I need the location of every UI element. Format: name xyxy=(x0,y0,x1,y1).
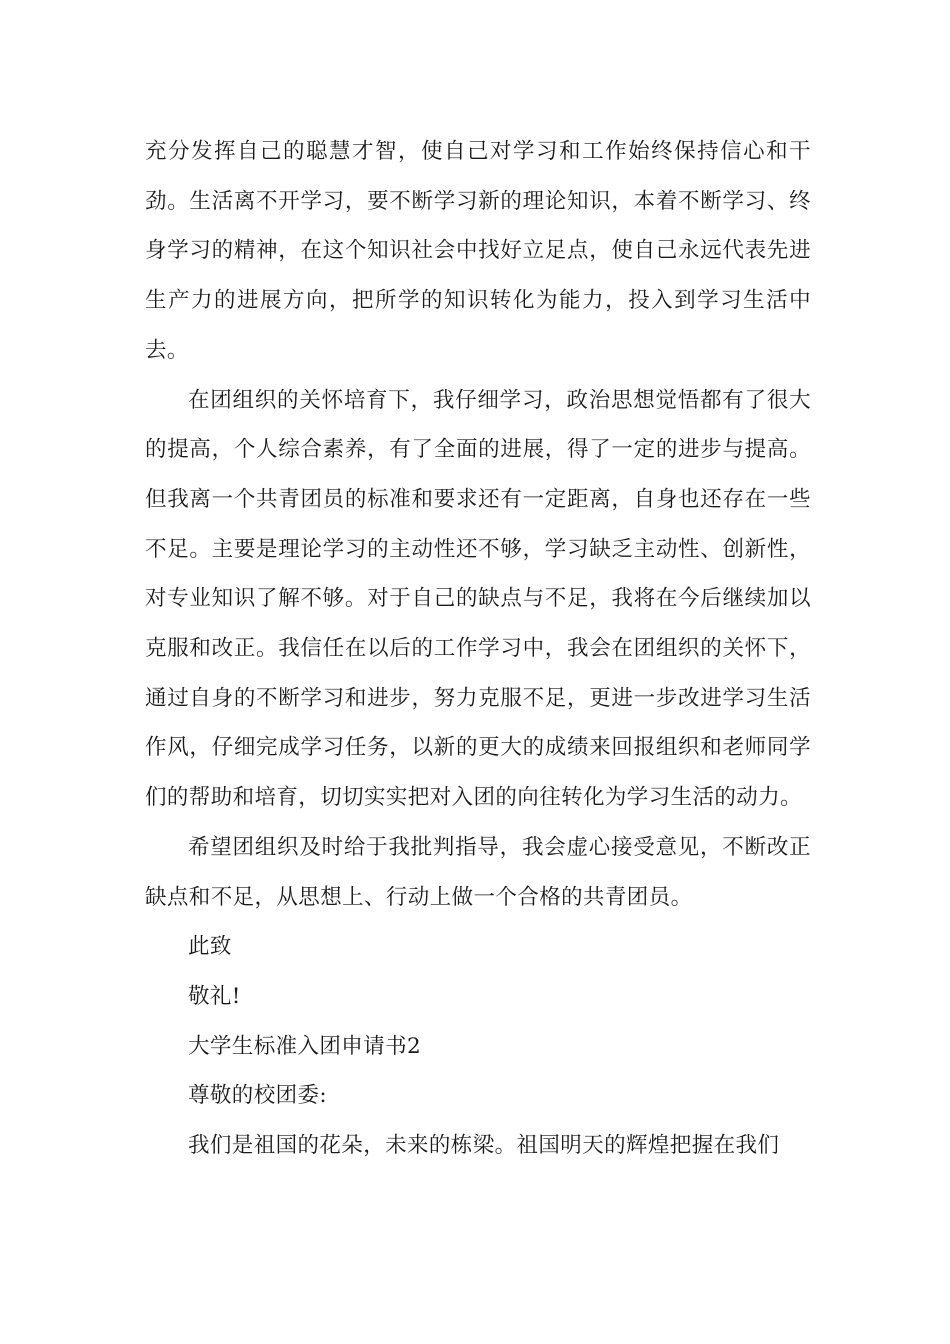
closing-salutation: 此致 xyxy=(188,934,232,960)
paragraph-self-assessment: 在团组织的关怀培育下，我仔细学习，政治思想觉悟都有了很大的提高，个人综合素养，有了全面的进展，得了一定的进步与提高。但我离一个共青团员的标准和要求还有一定距离，自身也还存在一些不足。主要是理论学习的主动性还不够，学习缺乏主动性、创新性，对专业知识了解不够。对于自己的缺点与不足，我将在今后继续加以克服和改正。我信任在以后的工作学习中，我会在团组织的关怀下，通过自身的不断学习和进步，努力克服不足，更进一步改进学习生活作风，仔细完成学习任务，以新的更大的成绩来回报组织和老师同学们的帮助和培育，切切实实把对入团的向往转化为学习生活的动力。 xyxy=(145,387,811,811)
paragraph-opening: 我们是祖国的花朵，未来的栋梁。祖国明天的辉煌把握在我们 xyxy=(188,1133,780,1159)
paragraph-study-attitude: 充分发挥自己的聪慧才智，使自己对学习和工作始终保持信心和干劲。生活离不开学习，要不断学习新的理论知识，本着不断学习、终身学习的精神，在这个知识社会中找好立足点，使自己永远代表先进生产力的进展方向，把所学的知识转化为能力，投入到学习生活中去。 xyxy=(145,139,811,363)
letter-greeting: 尊敬的校团委: xyxy=(188,1083,328,1109)
document-page xyxy=(145,127,811,1171)
section-title: 大学生标准入团申请书2 xyxy=(188,1033,422,1059)
paragraph-hope: 希望团组织及时给于我批判指导，我会虚心接受意见，不断改正缺点和不足，从思想上、行动上做一个合格的共青团员。 xyxy=(145,834,811,910)
closing-regards: 敬礼! xyxy=(188,983,241,1009)
